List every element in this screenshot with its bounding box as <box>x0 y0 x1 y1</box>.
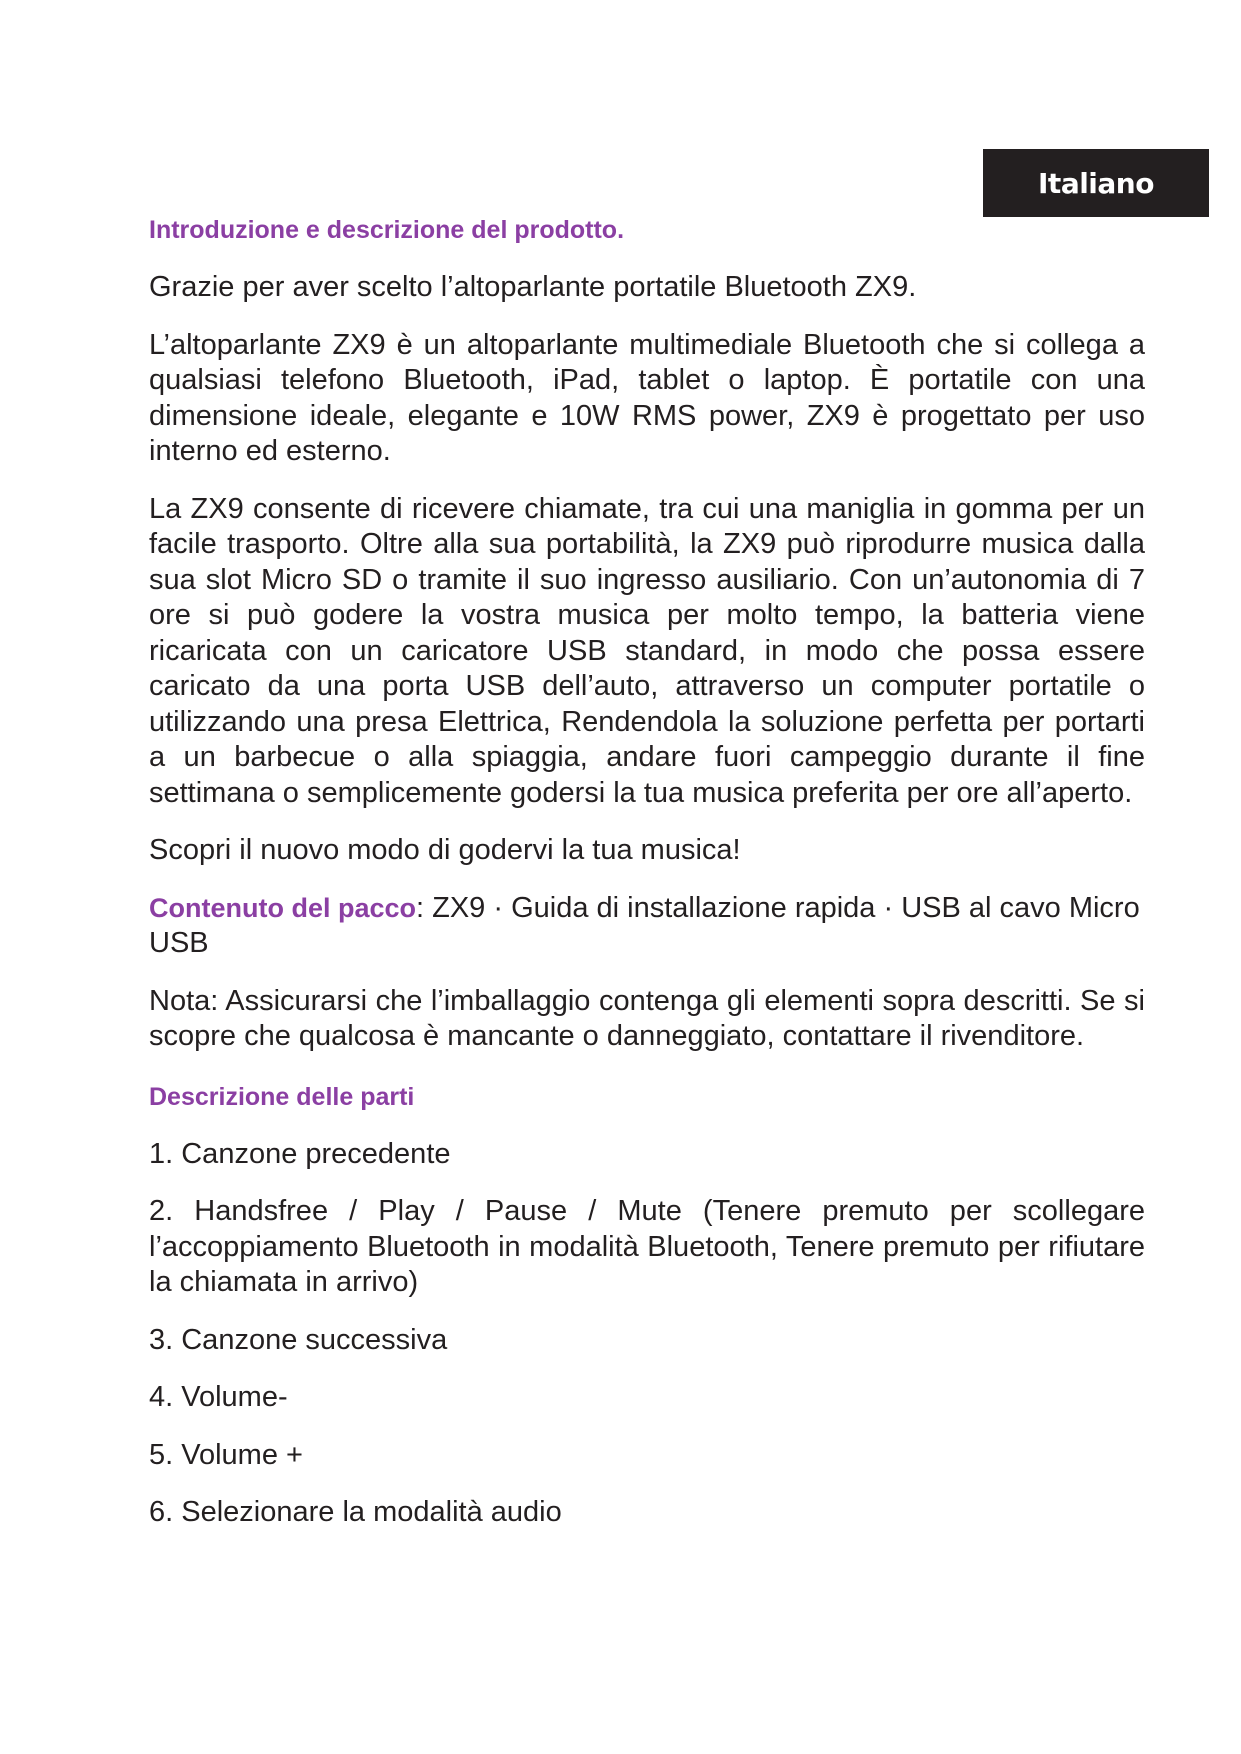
intro-paragraph-3: La ZX9 consente di ricevere chiamate, tra cui una maniglia in gomma per un facile trasporto. Oltre alla sua portabilità, la ZX9 può riprodurre musica dalla sua slot Micro SD o tramite il suo ingresso ausiliario. Con un’autonomia di 7 ore si può godere la vostra musica per molto tempo, la batteria viene ricaricata con un caricatore USB standard, in modo che possa essere caricato da una porta USB dell’auto, attraverso un computer portatile o utilizzando una presa Elettrica, Rendendola la soluzione perfetta per portarti a un barbecue o alla spiaggia, andare fuori campeggio durante il fine settimana o semplicemente godersi la tua musica preferita per ore all’aperto. <box>149 492 1145 809</box>
intro-heading: Introduzione e descrizione del prodotto. <box>149 216 625 244</box>
intro-paragraph-4: Scopri il nuovo modo di godervi la tua musica! <box>149 834 741 866</box>
parts-item: 5. Volume + <box>149 1438 303 1471</box>
intro-paragraph-2: L’altoparlante ZX9 è un altoparlante multimediale Bluetooth che si collega a qualsiasi telefono Bluetooth, iPad, tablet o laptop. È portatile con una dimensione ideale, elegante e 10W RMS power, ZX9 è progettato per uso interno ed esterno. <box>149 328 1145 467</box>
parts-item: 1. Canzone precedente <box>149 1137 451 1170</box>
parts-item: 2. Handsfree / Play / Pause / Mute (Tenere premuto per scollegare l’accoppiamento Bluetooth in modalità Bluetooth, Tenere premuto per rifiutare la chiamata in arrivo) <box>149 1195 1145 1298</box>
package-contents <box>149 891 1145 962</box>
package-label: Contenuto del pacco <box>149 892 417 923</box>
parts-item: 4. Volume- <box>149 1381 288 1413</box>
note-paragraph: Nota: Assicurarsi che l’imballaggio contenga gli elementi sopra descritti. Se si scopre che qualcosa è mancante o danneggiato, contattare il rivenditore. <box>149 984 1145 1052</box>
language-tab: Italiano <box>983 149 1209 217</box>
document-body <box>149 210 1145 1553</box>
package-list: : ZX9 · Guida di installazione rapida · USB al cavo Micro USB <box>149 891 1140 959</box>
parts-item: 3. Canzone successiva <box>149 1323 448 1356</box>
parts-item: 6. Selezionare la modalità audio <box>149 1496 562 1528</box>
intro-paragraph-1: Grazie per aver scelto l’altoparlante portatile Bluetooth ZX9. <box>149 271 917 303</box>
parts-heading: Descrizione delle parti <box>149 1082 415 1111</box>
